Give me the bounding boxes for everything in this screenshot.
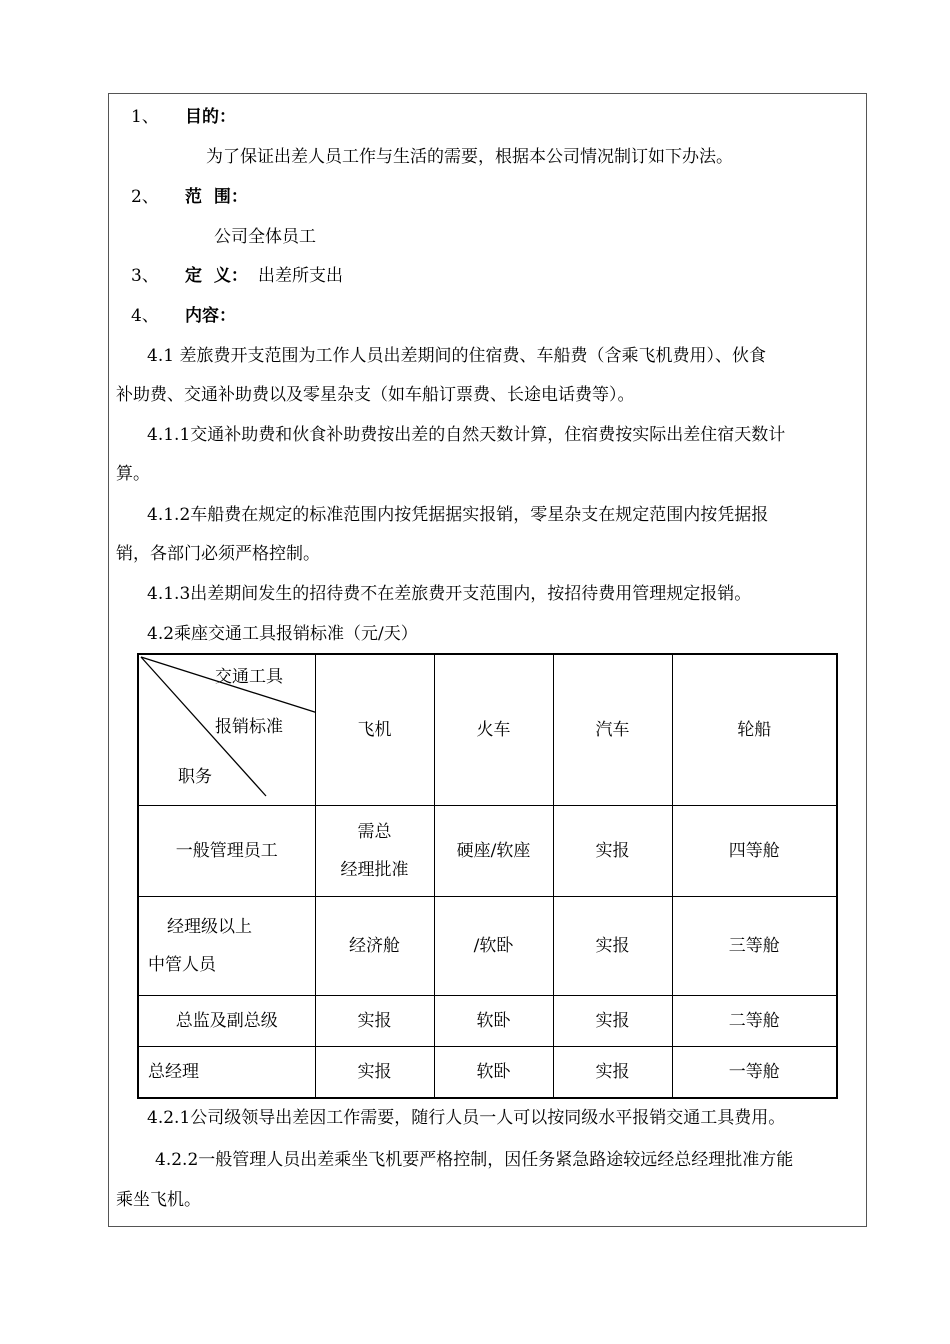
header-ship: 轮船 bbox=[672, 654, 837, 806]
train-cell: 软卧 bbox=[434, 1047, 553, 1098]
header-bus: 汽车 bbox=[553, 654, 672, 806]
role-label-line-1: 经理级以上 bbox=[167, 917, 252, 937]
transport-standard-table bbox=[137, 653, 838, 1099]
bus-cell: 实报 bbox=[553, 806, 672, 897]
para-4-2-2-line-1: 4.2.2一般管理人员出差乘坐飞机要严格控制，因任务紧急路途较远经总经理批准方能 bbox=[155, 1150, 794, 1170]
role-cell bbox=[138, 897, 315, 996]
table-row bbox=[138, 1047, 837, 1098]
para-4-1-2-line-2: 销，各部门必须严格控制。 bbox=[116, 544, 320, 564]
ship-cell: 二等舱 bbox=[672, 996, 837, 1047]
plane-cell: 实报 bbox=[315, 1047, 434, 1098]
para-4-1-3: 4.1.3出差期间发生的招待费不在差旅费开支范围内，按招待费用管理规定报销。 bbox=[147, 584, 752, 604]
plane-cell bbox=[315, 806, 434, 897]
table-row bbox=[138, 806, 837, 897]
role-cell: 总经理 bbox=[138, 1047, 315, 1098]
plane-cell: 实报 bbox=[315, 996, 434, 1047]
para-4-2: 4.2乘座交通工具报销标准（元/天） bbox=[147, 624, 418, 644]
section-4-title: 内容： bbox=[185, 306, 236, 326]
section-2-number: 2、 bbox=[131, 187, 159, 207]
para-4-1-line-2: 补助费、交通补助费以及零星杂支（如车船订票费、长途电话费等）。 bbox=[116, 385, 635, 405]
section-2-body: 公司全体员工 bbox=[214, 227, 316, 247]
role-label: 一般管理员工 bbox=[175, 841, 278, 861]
corner-label-transport: 交通工具 bbox=[215, 667, 283, 687]
section-4-number: 4、 bbox=[131, 306, 159, 326]
role-cell bbox=[138, 806, 315, 897]
header-plane: 飞机 bbox=[315, 654, 434, 806]
table-header-row bbox=[138, 654, 837, 806]
section-3-number: 3、 bbox=[131, 266, 159, 286]
para-4-1-1-line-2: 算。 bbox=[116, 464, 150, 484]
section-1-number: 1、 bbox=[131, 107, 159, 127]
para-4-2-2-line-2: 乘坐飞机。 bbox=[116, 1190, 201, 1210]
train-cell: 软卧 bbox=[434, 996, 553, 1047]
plane-cell: 经济舱 bbox=[315, 897, 434, 996]
section-1-title: 目的： bbox=[185, 107, 236, 127]
header-train: 火车 bbox=[434, 654, 553, 806]
train-cell: 硬座/软座 bbox=[434, 806, 553, 897]
plane-approval-line-2: 经理批准 bbox=[340, 860, 409, 880]
role-cell: 总监及副总级 bbox=[138, 996, 315, 1047]
section-1-body: 为了保证出差人员工作与生活的需要，根据本公司情况制订如下办法。 bbox=[206, 147, 733, 167]
corner-label-standard: 报销标准 bbox=[215, 717, 283, 737]
bus-cell: 实报 bbox=[553, 1047, 672, 1098]
para-4-1-2-line-1: 4.1.2车船费在规定的标准范围内按凭据据实报销，零星杂支在规定范围内按凭据报 bbox=[147, 505, 769, 525]
ship-cell: 三等舱 bbox=[672, 897, 837, 996]
role-label-line-2: 中管人员 bbox=[148, 955, 216, 975]
ship-cell: 一等舱 bbox=[672, 1047, 837, 1098]
para-4-1-line-1: 4.1 差旅费开支范围为工作人员出差期间的住宿费、车船费（含乘飞机费用）、伙食 bbox=[147, 346, 766, 366]
bus-cell: 实报 bbox=[553, 996, 672, 1047]
plane-approval-line-1: 需总 bbox=[357, 822, 392, 842]
corner-label-position: 职务 bbox=[178, 767, 212, 787]
section-2-title: 范 围： bbox=[185, 187, 248, 207]
corner-cell bbox=[138, 654, 315, 806]
train-cell: /软卧 bbox=[434, 897, 553, 996]
section-3-body: 出差所支出 bbox=[258, 266, 343, 286]
ship-cell: 四等舱 bbox=[672, 806, 837, 897]
table-row bbox=[138, 897, 837, 996]
table-row bbox=[138, 996, 837, 1047]
para-4-2-1: 4.2.1公司级领导出差因工作需要，随行人员一人可以按同级水平报销交通工具费用。 bbox=[147, 1108, 786, 1128]
section-3-title: 定 义： bbox=[185, 266, 248, 286]
bus-cell: 实报 bbox=[553, 897, 672, 996]
para-4-1-1-line-1: 4.1.1交通补助费和伙食补助费按出差的自然天数计算，住宿费按实际出差住宿天数计 bbox=[147, 425, 786, 445]
